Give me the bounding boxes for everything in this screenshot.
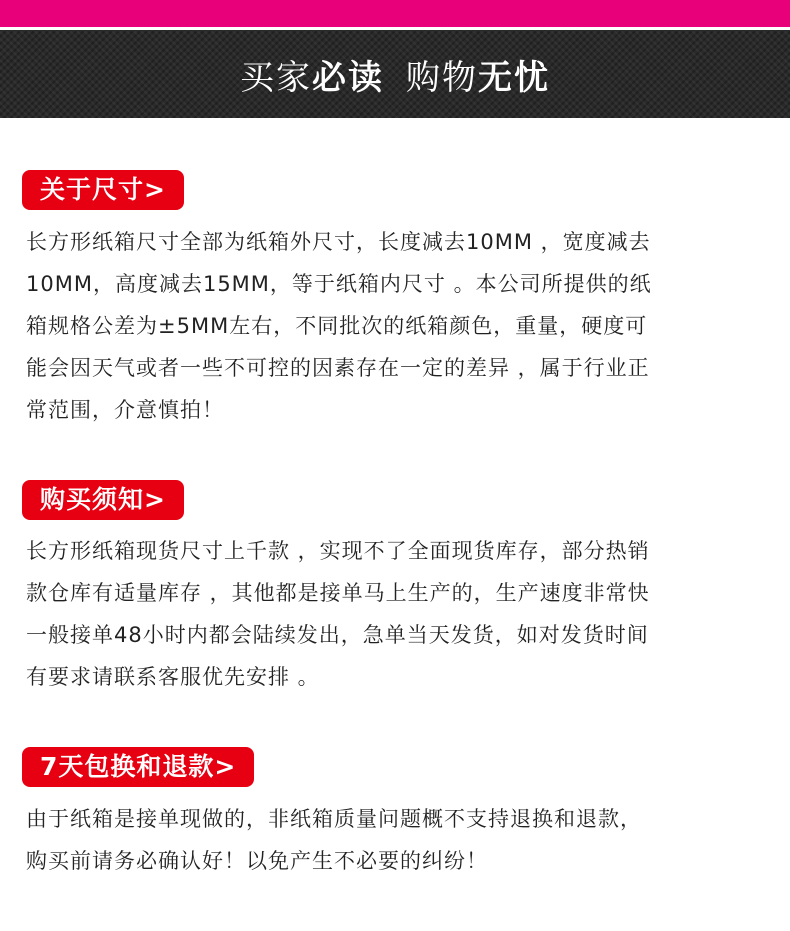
title-part-4: 无忧 [478, 57, 550, 98]
text-line: 能会因天气或者一些不可控的因素存在一定的差异 ，属于行业正 [26, 356, 650, 380]
title-part-3: 购物 [406, 57, 478, 98]
text-line: 长方形纸箱尺寸全部为纸箱外尺寸，长度减去10MM ，宽度减去 [26, 230, 651, 254]
text-line: 箱规格公差为±5MM左右，不同批次的纸箱颜色，重量，硬度可 [26, 314, 648, 338]
section-badge-purchase: 购买须知> [22, 480, 184, 520]
section-text-size [26, 221, 766, 431]
title-part-2: 必读 [312, 57, 384, 98]
section-badge-size: 关于尺寸> [22, 170, 184, 210]
page-title [240, 50, 550, 99]
text-line: 款仓库有适量库存 ，其他都是接单马上生产的，生产速度非常快 [26, 581, 650, 605]
section-text-refund [26, 798, 766, 882]
section-text-purchase [26, 530, 766, 698]
top-accent-bar [0, 0, 790, 27]
text-line: 由于纸箱是接单现做的，非纸箱质量问题概不支持退换和退款， [26, 807, 642, 831]
title-part-1: 买家 [240, 57, 312, 98]
text-line: 有要求请联系客服优先安排 。 [26, 665, 320, 689]
text-line: 常范围，介意慎拍！ [26, 398, 224, 422]
text-line: 一般接单48小时内都会陆续发出，急单当天发货，如对发货时间 [26, 623, 649, 647]
page-header [0, 30, 790, 118]
section-badge-refund: 7天包换和退款> [22, 747, 254, 787]
text-line: 长方形纸箱现货尺寸上千款 ，实现不了全面现货库存，部分热销 [26, 539, 650, 563]
text-line: 10MM，高度减去15MM，等于纸箱内尺寸 。本公司所提供的纸 [26, 272, 652, 296]
text-line: 购买前请务必确认好！以免产生不必要的纠纷！ [26, 849, 488, 873]
